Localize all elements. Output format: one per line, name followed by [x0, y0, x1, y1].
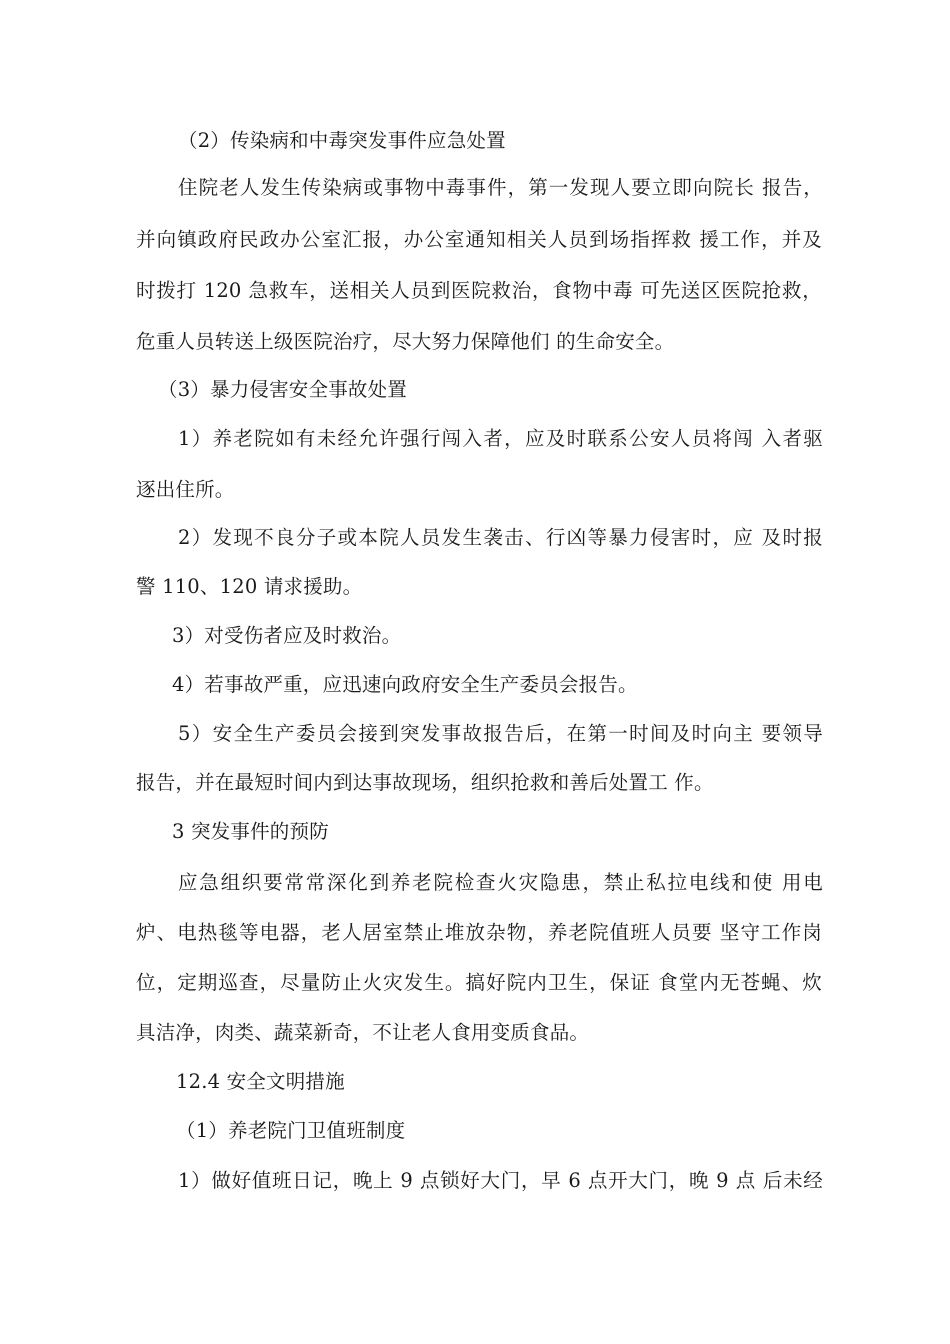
paragraph-line: 并向镇政府民政办公室汇报，办公室通知相关人员到场指挥救 援工作，并及 — [136, 228, 822, 251]
paragraph-line: 炉、电热毯等电器，老人居室禁止堆放杂物，养老院值班人员要 坚守工作岗 — [136, 921, 822, 944]
paragraph-line: 1）做好值班日记，晚上 9 点锁好大门，早 6 点开大门，晚 9 点 后未经 — [178, 1169, 823, 1192]
paragraph-line: 应急组织要常常深化到养老院检查火灾隐患，禁止私拉电线和使 用电 — [178, 871, 823, 894]
section-heading: （2）传染病和中毒突发事件应急处置 — [178, 129, 506, 152]
paragraph-line: 4）若事故严重，应迅速向政府安全生产委员会报告。 — [172, 673, 638, 696]
paragraph-line: 5）安全生产委员会接到突发事故报告后，在第一时间及时向主 要领导 — [178, 722, 823, 745]
paragraph-line: 住院老人发生传染病或事物中毒事件，第一发现人要立即向院长 报告， — [178, 176, 823, 199]
section-heading: （1）养老院门卫值班制度 — [176, 1119, 406, 1142]
paragraph-line: 报告，并在最短时间内到达事故现场，组织抢救和善后处置工 作。 — [136, 771, 714, 794]
section-heading: （3）暴力侵害安全事故处置 — [158, 378, 408, 401]
paragraph-line: 时拨打 120 急救车，送相关人员到医院救治，食物中毒 可先送区医院抢救， — [136, 279, 822, 302]
paragraph-line: 危重人员转送上级医院治疗，尽大努力保障他们 的生命安全。 — [136, 330, 675, 353]
paragraph-line: 2）发现不良分子或本院人员发生袭击、行凶等暴力侵害时，应 及时报 — [178, 526, 823, 549]
paragraph-line: 3）对受伤者应及时救治。 — [172, 624, 402, 647]
paragraph-line: 1）养老院如有未经允许强行闯入者，应及时联系公安人员将闯 入者驱 — [178, 427, 823, 450]
section-heading: 12.4 安全文明措施 — [176, 1070, 345, 1093]
paragraph-line: 警 110、120 请求援助。 — [136, 575, 363, 598]
section-heading: 3 突发事件的预防 — [172, 820, 329, 843]
paragraph-line: 逐出住所。 — [136, 478, 235, 501]
paragraph-line: 位，定期巡查，尽量防止火灾发生。搞好院内卫生，保证 食堂内无苍蝇、炊 — [136, 971, 822, 994]
paragraph-line: 具洁净，肉类、蔬菜新奇，不让老人食用变质食品。 — [136, 1021, 590, 1044]
